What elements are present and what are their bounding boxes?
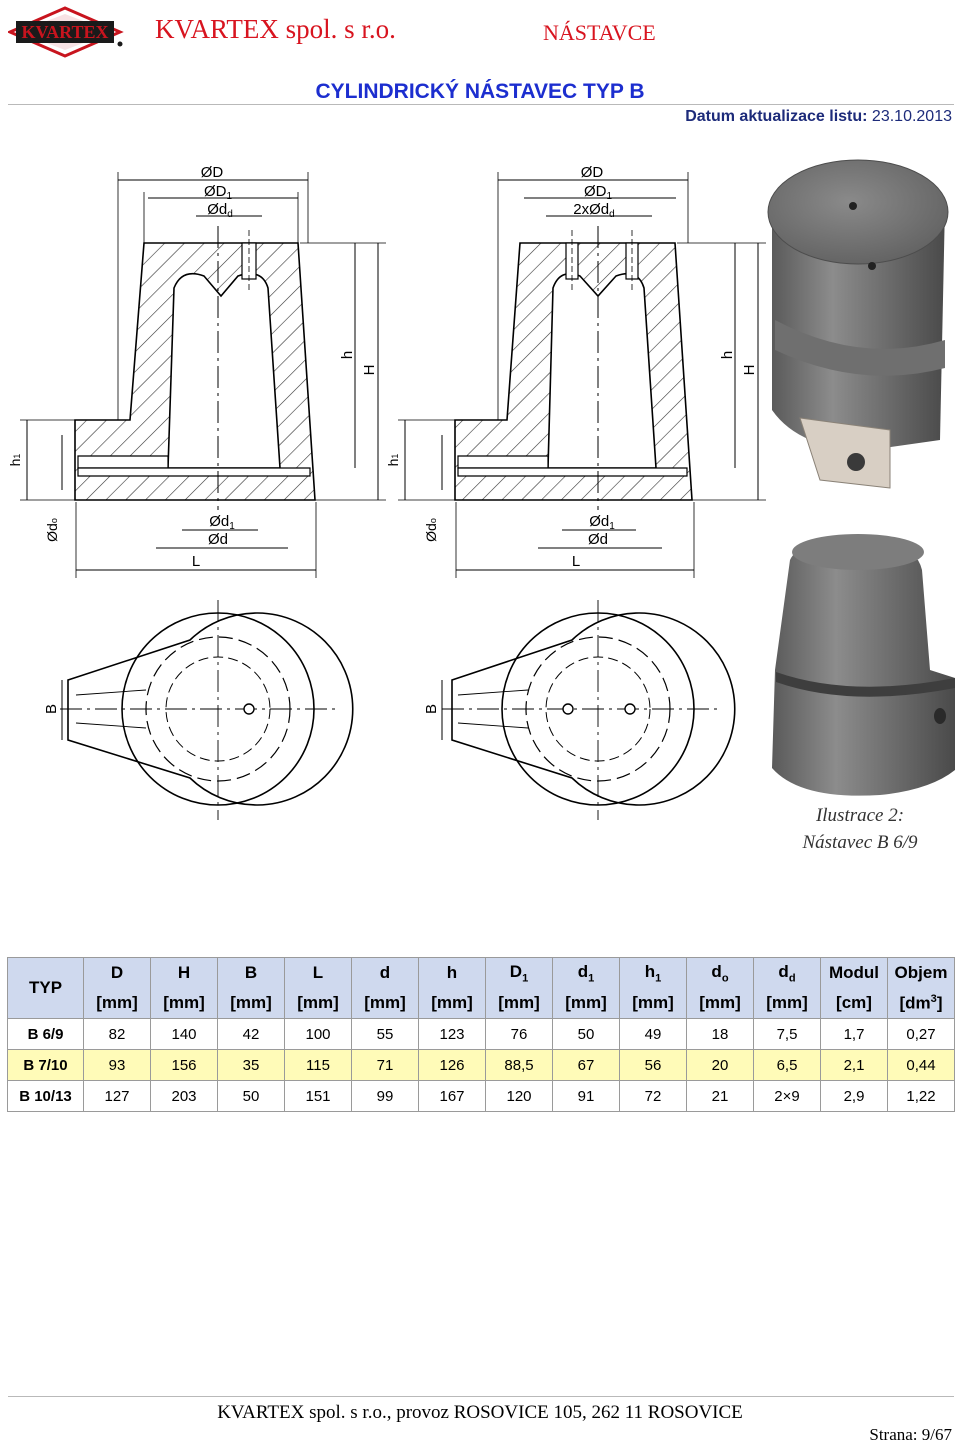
document-title: CYLINDRICKÝ NÁSTAVEC TYP B xyxy=(315,80,645,103)
technical-drawing xyxy=(0,150,960,880)
table-cell: 55 xyxy=(352,1019,419,1050)
table-cell: 50 xyxy=(218,1081,285,1112)
table-body xyxy=(8,1019,955,1112)
column-unit: [mm] xyxy=(163,993,205,1012)
update-label: Datum aktualizace listu: xyxy=(685,108,868,125)
column-unit-6 xyxy=(486,988,553,1019)
left-dim-B: B xyxy=(43,703,60,715)
header-divider xyxy=(8,104,954,105)
left-dim-h1-sub: 1 xyxy=(12,453,22,459)
photo-top xyxy=(768,160,948,488)
column-unit-superscript: 3 xyxy=(930,992,937,1005)
illustration-caption-line1: Ilustrace 2: xyxy=(815,805,905,826)
right-dim-d1-sub: 1 xyxy=(609,521,615,532)
page-value: 9/67 xyxy=(921,1425,952,1444)
left-dim-H: H xyxy=(361,364,378,376)
table-cell: 49 xyxy=(620,1019,687,1050)
update-date xyxy=(685,108,952,126)
table-cell: 6,5 xyxy=(754,1050,821,1081)
left-dim-h: h xyxy=(339,350,356,360)
column-name-subscript: o xyxy=(721,972,729,985)
table-cell: 82 xyxy=(84,1019,151,1050)
column-unit-2 xyxy=(218,988,285,1019)
column-header-8 xyxy=(620,958,687,989)
column-name-subscript: 1 xyxy=(588,972,595,985)
left-section-view xyxy=(7,164,386,578)
table-header-units xyxy=(8,988,955,1019)
left-dim-dd: Ød xyxy=(207,201,228,218)
table-cell: 115 xyxy=(285,1050,352,1081)
column-header-2 xyxy=(218,958,285,989)
column-unit: [mm] xyxy=(96,993,138,1012)
left-dim-dd-sub: d xyxy=(227,209,233,220)
svg-text:2xØdd xyxy=(573,201,614,220)
column-unit-3 xyxy=(285,988,352,1019)
svg-text:ØD1 xyxy=(584,183,613,202)
column-unit-12 xyxy=(888,988,955,1019)
table-row xyxy=(8,1019,955,1050)
column-name: h xyxy=(644,961,656,981)
right-dim-B: B xyxy=(423,703,440,715)
company-name: KVARTEX spol. s r.o. xyxy=(155,14,396,44)
right-dim-D1-sub: 1 xyxy=(606,191,613,202)
column-header-10 xyxy=(754,958,821,989)
table-cell: 167 xyxy=(419,1081,486,1112)
column-unit: [mm] xyxy=(498,993,540,1012)
row-typ-cell: B 10/13 xyxy=(8,1081,84,1112)
left-cavity xyxy=(168,274,280,468)
column-header-3 xyxy=(285,958,352,989)
column-name: D xyxy=(509,961,523,981)
table-cell: 76 xyxy=(486,1019,553,1050)
column-unit: [mm] xyxy=(766,993,808,1012)
row-typ-cell: B 6/9 xyxy=(8,1019,84,1050)
column-unit: [mm] xyxy=(565,993,607,1012)
table-cell: 35 xyxy=(218,1050,285,1081)
left-dim-D1: ØD xyxy=(203,183,227,200)
column-name: h xyxy=(446,963,458,982)
table-row xyxy=(8,1050,955,1081)
table-cell: 2,9 xyxy=(821,1081,888,1112)
svg-text:h1 xyxy=(385,454,401,467)
logo-text: KVARTEX xyxy=(21,22,109,42)
right-dim-h1-sub: 1 xyxy=(390,453,400,459)
svg-text:h1 xyxy=(7,454,23,467)
column-header-4 xyxy=(352,958,419,989)
table-cell: 127 xyxy=(84,1081,151,1112)
column-unit-8 xyxy=(620,988,687,1019)
svg-text:Ød1 xyxy=(589,513,615,532)
table-cell: 21 xyxy=(687,1081,754,1112)
table-cell: 99 xyxy=(352,1081,419,1112)
illustration-caption-line2: Nástavec B 6/9 xyxy=(802,832,918,853)
column-unit-0 xyxy=(84,988,151,1019)
footer-address: KVARTEX spol. s r.o., provoz ROSOVICE 105, 262 11 ROSOVICE xyxy=(217,1402,743,1423)
column-unit: [mm] xyxy=(230,993,272,1012)
column-unit-9 xyxy=(687,988,754,1019)
table-cell: 42 xyxy=(218,1019,285,1050)
left-top-view xyxy=(43,600,353,820)
table-cell: 151 xyxy=(285,1081,352,1112)
table-cell: 1,7 xyxy=(821,1019,888,1050)
right-dim-h1: h xyxy=(385,458,401,467)
svg-text:Ødo xyxy=(423,518,439,542)
column-name-subscript: 1 xyxy=(655,972,662,985)
page-label: Strana: xyxy=(869,1425,918,1444)
footer-divider xyxy=(8,1396,954,1397)
table-header-names xyxy=(8,958,955,989)
table-cell: 2,1 xyxy=(821,1050,888,1081)
column-unit: [mm] xyxy=(431,993,473,1012)
left-dim-h1: h xyxy=(7,458,23,467)
column-header-typ: TYP xyxy=(8,958,84,1019)
left-dim-D: ØD xyxy=(200,164,224,181)
column-name: H xyxy=(177,963,191,982)
update-value: 23.10.2013 xyxy=(871,108,952,125)
column-header-1 xyxy=(151,958,218,989)
left-dim-do-sub: o xyxy=(49,518,59,524)
column-name: B xyxy=(244,963,258,982)
column-name: Modul xyxy=(828,963,880,982)
column-header-12 xyxy=(888,958,955,989)
table-cell: 100 xyxy=(285,1019,352,1050)
column-unit: [dm xyxy=(899,993,931,1013)
table-cell: 56 xyxy=(620,1050,687,1081)
table-cell: 88,5 xyxy=(486,1050,553,1081)
column-header-9 xyxy=(687,958,754,989)
column-unit-4 xyxy=(352,988,419,1019)
table-row xyxy=(8,1081,955,1112)
column-header-0 xyxy=(84,958,151,989)
right-top-view xyxy=(423,600,735,820)
table-cell: 93 xyxy=(84,1050,151,1081)
right-dim-D1: ØD xyxy=(583,183,607,200)
column-name-subscript: d xyxy=(788,972,796,985)
photo-bottom xyxy=(772,534,955,796)
right-dim-h: h xyxy=(719,350,736,360)
column-header-5 xyxy=(419,958,486,989)
table-cell: 126 xyxy=(419,1050,486,1081)
right-dim-do-sub: o xyxy=(428,518,438,524)
section-name: NÁSTAVCE xyxy=(543,20,656,45)
table-cell: 156 xyxy=(151,1050,218,1081)
column-name: D xyxy=(110,963,124,982)
table-cell: 2×9 xyxy=(754,1081,821,1112)
left-dim-d: Ød xyxy=(207,531,229,548)
table-cell: 123 xyxy=(419,1019,486,1050)
right-dim-do: Ød xyxy=(423,523,439,542)
left-dim-d1: Ød xyxy=(209,513,230,530)
right-dim-D: ØD xyxy=(580,164,604,181)
column-name: d xyxy=(379,963,391,982)
left-dim-d1-sub: 1 xyxy=(229,521,235,532)
column-unit-5 xyxy=(419,988,486,1019)
right-dim-2dd-sub: d xyxy=(609,209,615,220)
table-cell: 18 xyxy=(687,1019,754,1050)
column-unit: [mm] xyxy=(364,993,406,1012)
svg-text:Ød1 xyxy=(209,513,235,532)
column-name-subscript: 1 xyxy=(522,972,529,985)
right-section-view xyxy=(385,164,766,578)
column-name: Objem xyxy=(894,963,948,982)
column-name: d xyxy=(577,961,589,981)
table-cell: 20 xyxy=(687,1050,754,1081)
column-unit-end: ] xyxy=(936,993,943,1013)
left-dim-do: Ød xyxy=(44,523,60,542)
right-dim-d1: Ød xyxy=(589,513,610,530)
column-header-7 xyxy=(553,958,620,989)
column-unit-11 xyxy=(821,988,888,1019)
column-unit: [mm] xyxy=(297,993,339,1012)
column-header-11 xyxy=(821,958,888,989)
svg-text:Ødd xyxy=(207,201,233,220)
table-cell: 120 xyxy=(486,1081,553,1112)
column-unit: [cm] xyxy=(836,993,872,1012)
svg-text:Ødo xyxy=(44,518,60,542)
table-cell: 0,44 xyxy=(888,1050,955,1081)
right-dim-2dd: 2xØd xyxy=(573,201,610,218)
specification-table xyxy=(7,957,955,1112)
table-cell: 67 xyxy=(553,1050,620,1081)
column-header-6 xyxy=(486,958,553,989)
table-cell: 0,27 xyxy=(888,1019,955,1050)
kvartex-logo xyxy=(8,6,126,58)
left-dim-L: L xyxy=(191,553,201,570)
table-cell: 72 xyxy=(620,1081,687,1112)
column-unit-7 xyxy=(553,988,620,1019)
table-cell: 91 xyxy=(553,1081,620,1112)
table-cell: 7,5 xyxy=(754,1019,821,1050)
page-number xyxy=(869,1425,952,1445)
right-dim-L: L xyxy=(571,553,581,570)
left-dim-D1-sub: 1 xyxy=(226,191,233,202)
column-name: d xyxy=(778,961,789,981)
column-name: d xyxy=(711,961,722,981)
column-unit: [mm] xyxy=(632,993,674,1012)
right-cavity xyxy=(548,274,656,468)
right-dim-H: H xyxy=(741,364,758,376)
column-unit: [mm] xyxy=(699,993,741,1012)
column-unit-1 xyxy=(151,988,218,1019)
table-cell: 203 xyxy=(151,1081,218,1112)
table-cell: 71 xyxy=(352,1050,419,1081)
column-unit-10 xyxy=(754,988,821,1019)
row-typ-cell: B 7/10 xyxy=(8,1050,84,1081)
table-cell: 140 xyxy=(151,1019,218,1050)
table-cell: 50 xyxy=(553,1019,620,1050)
svg-text:ØD1 xyxy=(204,183,233,202)
column-name: L xyxy=(312,963,324,982)
table-cell: 1,22 xyxy=(888,1081,955,1112)
right-dim-d: Ød xyxy=(587,531,609,548)
